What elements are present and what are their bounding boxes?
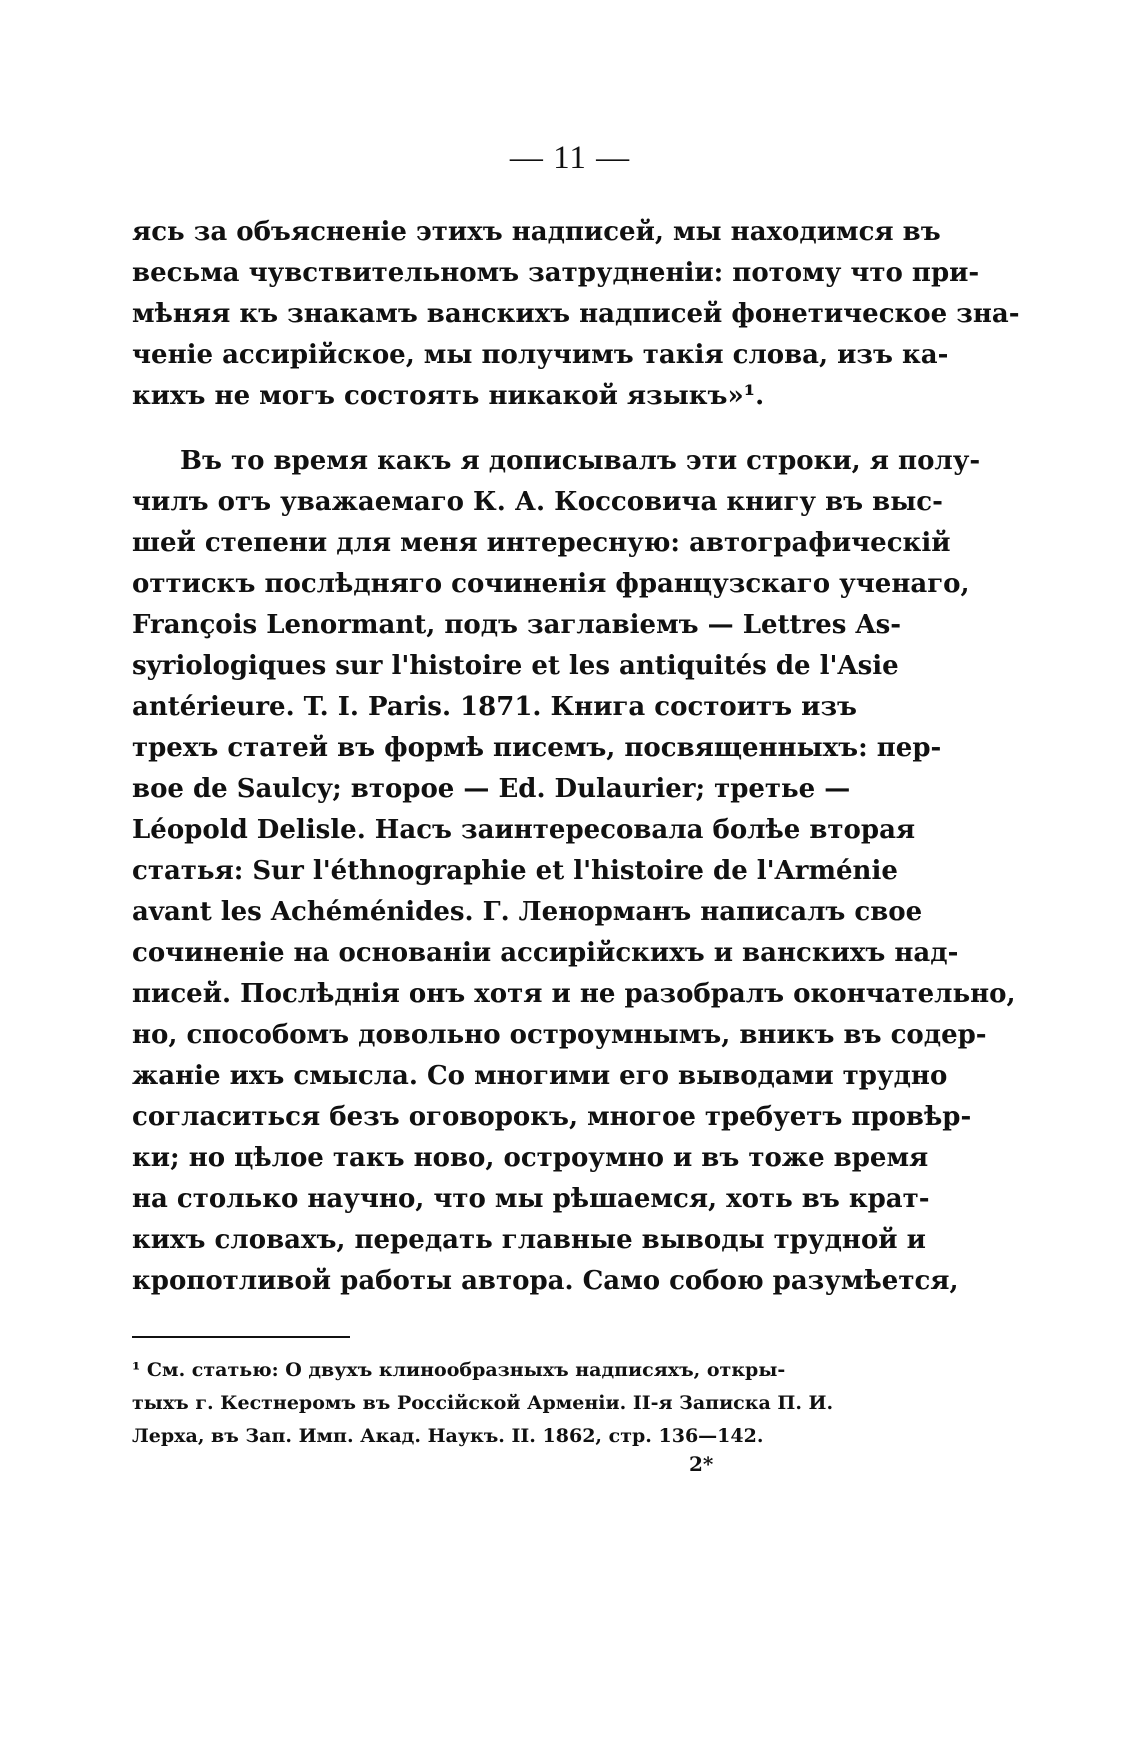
footnote-divider [132, 1336, 350, 1338]
printer-signature-mark: 2* [689, 1452, 714, 1476]
text-line: кихъ словахъ, передать главные выводы трудной и [132, 1225, 926, 1255]
text-line: жаніе ихъ смысла. Со многими его выводами трудно [132, 1061, 948, 1091]
text-line: ки; но цѣлое такъ ново, остроумно и въ тоже время [132, 1143, 929, 1173]
text-line: Léopold Delisle. Насъ заинтересовала болѣе вторая [132, 815, 916, 845]
text-line: François Lenormant, подъ заглавіемъ — Lettres As- [132, 610, 902, 640]
text-line: трехъ статей въ формѣ писемъ, посвященныхъ: пер- [132, 733, 942, 763]
text-line: на столько научно, что мы рѣшаемся, хоть въ крат- [132, 1184, 930, 1214]
main-text [132, 212, 1020, 1302]
text-line: шей степени для меня интересную: автографическій [132, 528, 951, 558]
footnote [132, 1354, 878, 1453]
text-line: кихъ не могъ состоять никакой языкъ»¹. [132, 381, 765, 411]
text-line: но, способомъ довольно остроумнымъ, вникъ въ содер- [132, 1020, 987, 1050]
paragraph-gap [132, 417, 878, 441]
text-line: ченіе ассирійское, мы получимъ такія слова, изъ ка- [132, 340, 949, 370]
text-line: ясь за объясненіе этихъ надписей, мы находимся въ [132, 217, 941, 247]
text-line: syriologiques sur l'histoire et les antiquités de l'Asie [132, 651, 899, 681]
text-line: мѣняя къ знакамъ ванскихъ надписей фонетическое зна- [132, 299, 1020, 329]
text-line: писей. Послѣднія онъ хотя и не разобралъ окончательно, [132, 979, 1016, 1009]
page-number: — 11 — [509, 140, 631, 176]
text-line: согласиться безъ оговорокъ, многое требуетъ провѣр- [132, 1102, 972, 1132]
text-line: вое de Saulcy; второе — Ed. Dulaurier; третье — [132, 774, 851, 804]
text-line: Въ то время какъ я дописывалъ эти строки, я полу- [180, 446, 981, 476]
text-line: кропотливой работы автора. Само собою разумѣется, [132, 1266, 959, 1296]
footnote-line: Лерха, въ Зап. Имп. Акад. Наукъ. II. 1862, стр. 136—142. [132, 1425, 764, 1447]
text-line: чилъ отъ уважаемаго К. А. Коссовича книгу въ выс- [132, 487, 943, 517]
text-line: avant les Achéménides. Г. Ленорманъ написалъ свое [132, 897, 923, 927]
text-line: сочиненіе на основаніи ассирійскихъ и ванскихъ над- [132, 938, 959, 968]
text-line: оттискъ послѣдняго сочиненія французскаго ученаго, [132, 569, 970, 599]
text-line: antérieure. T. I. Paris. 1871. Книга состоитъ изъ [132, 692, 857, 722]
footnote-line: ¹ См. статью: О двухъ клинообразныхъ надписяхъ, откры- [132, 1359, 786, 1381]
footnote-line: тыхъ г. Кестнеромъ въ Россійской Арменіи. II-я Записка П. И. [132, 1392, 834, 1414]
text-line: весьма чувствительномъ затрудненіи: потому что при- [132, 258, 980, 288]
text-line: статья: Sur l'éthnographie et l'histoire de l'Arménie [132, 856, 898, 886]
